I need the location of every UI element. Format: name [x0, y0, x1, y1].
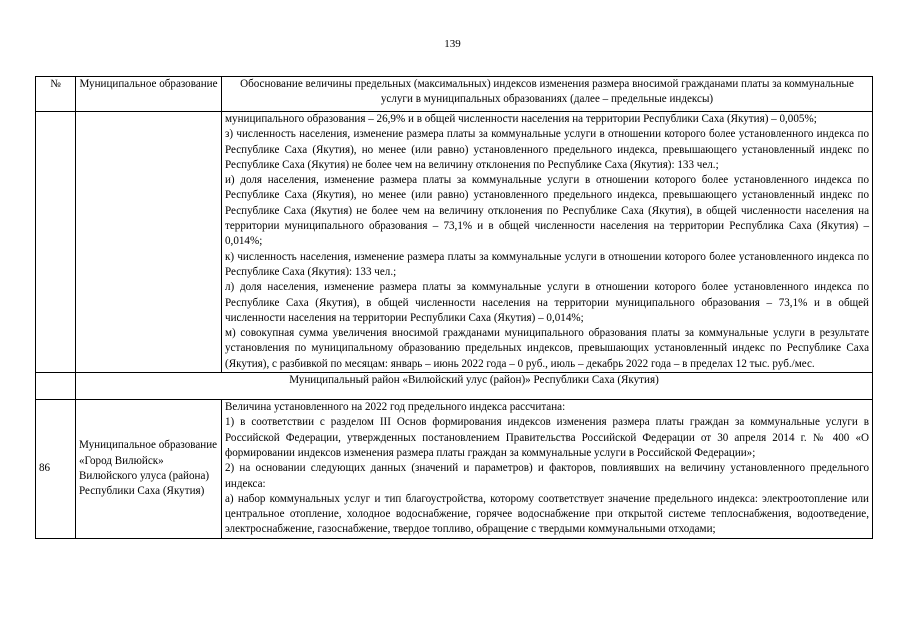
- paragraph: л) доля населения, изменение размера платы за коммунальные услуги в отношении которого более установленного индекса по Республике Саха (Якутия), в общей численности населения на территории муниципального образования – 73,1% и в общей численности населения на территории Республики Саха (Якутия) – 0,014%;: [225, 281, 869, 324]
- cell-justification-continued: [222, 112, 873, 373]
- paragraph: 2) на основании следующих данных (значений и параметров) и факторов, повлиявших на величину установленного предельного индекса:: [225, 462, 869, 490]
- header-municipality: Муниципальное образование: [76, 77, 222, 112]
- section-num-empty: [36, 373, 76, 400]
- paragraph: м) совокупная сумма увеличения вносимой гражданами муниципального образования платы за коммунальные услуги в результате установления по муниципальному образованию предельных индексов, превышающих установленный индекс по Республике Саха (Якутия), с разбивкой по месяцам: январь – июнь 2022 года – 0 руб., июль – декабрь 2022 года – в пределах 12 тыс. руб./мес.: [225, 327, 869, 370]
- table-row-86: [36, 400, 873, 539]
- paragraph: к) численность населения, изменение размера платы за коммунальные услуги в отношении которого более установленного индекса по Республике Саха (Якутия): 133 чел.;: [225, 250, 869, 278]
- row-municipality: Муниципальное образование «Город Вилюйск» Вилюйского улуса (района) Республики Саха (Якутия): [76, 400, 222, 539]
- paragraph: 1) в соответствии с разделом III Основ формирования индексов изменения размера платы граждан за коммунальные услуги в Российской Федерации, утвержденных постановлением Правительства Российской Федерации от 30 апреля 2014 г. № 400 «О формировании индексов изменения размера платы граждан за коммунальные услуги в Российской Федерации»;: [225, 416, 869, 459]
- page-number: 139: [444, 38, 461, 50]
- cell-num-empty: [36, 112, 76, 373]
- paragraph: а) набор коммунальных услуг и тип благоустройства, которому соответствует значение предельного индекса: электроотопление или центральное отопление, холодное водоснабжение, горячее водоснабжение при открытой системе теплоснабжения, водоотведение, электроснабжение, газоснабжение, твердое топливо, обращение с твердыми коммунальными отходами;: [225, 492, 869, 536]
- header-num: №: [36, 77, 76, 112]
- section-title: Муниципальный район «Вилюйский улус (район)» Республики Саха (Якутия): [76, 373, 873, 400]
- paragraph: Величина установленного на 2022 год предельного индекса рассчитана:: [225, 401, 566, 414]
- section-row: [36, 373, 873, 400]
- paragraph: з) численность населения, изменение размера платы за коммунальные услуги в отношении которого более установленного индекса по Республике Саха (Якутия), но менее (или равно) установленного предельного индекса, превышающего установленный индекс по Республике Саха (Якутия) не более чем на величину отклонения по Республике Саха (Якутия): 133 чел.;: [225, 128, 869, 171]
- row-justification: [222, 400, 873, 539]
- cell-municipality-empty: [76, 112, 222, 373]
- table-header-row: [36, 77, 873, 112]
- paragraph: муниципального образования – 26,9% и в общей численности населения на территории Республики Саха (Якутия) – 0,005%;: [225, 113, 817, 125]
- row-number: 86: [36, 400, 76, 539]
- paragraph: и) доля населения, изменение размера платы за коммунальные услуги в отношении которого более установленного индекса по Республике Саха (Якутия), но менее (или равно) установленного предельного индекса, превышающего установленный индекс по Республике Саха (Якутия) не более чем на величину отклонения по Республике Саха (Якутия), в общей численности населения на территории муниципального образования – 73,1% и в общей численности населения на территории Республика Саха (Якутия) – 0,014%;: [225, 174, 869, 248]
- indices-table: [35, 76, 873, 539]
- table-row-continued: [36, 112, 873, 373]
- header-justification: Обоснование величины предельных (максимальных) индексов изменения размера вносимой гражданами платы за коммунальные услуги в муниципальных образованиях (далее – предельные индексы): [222, 77, 873, 112]
